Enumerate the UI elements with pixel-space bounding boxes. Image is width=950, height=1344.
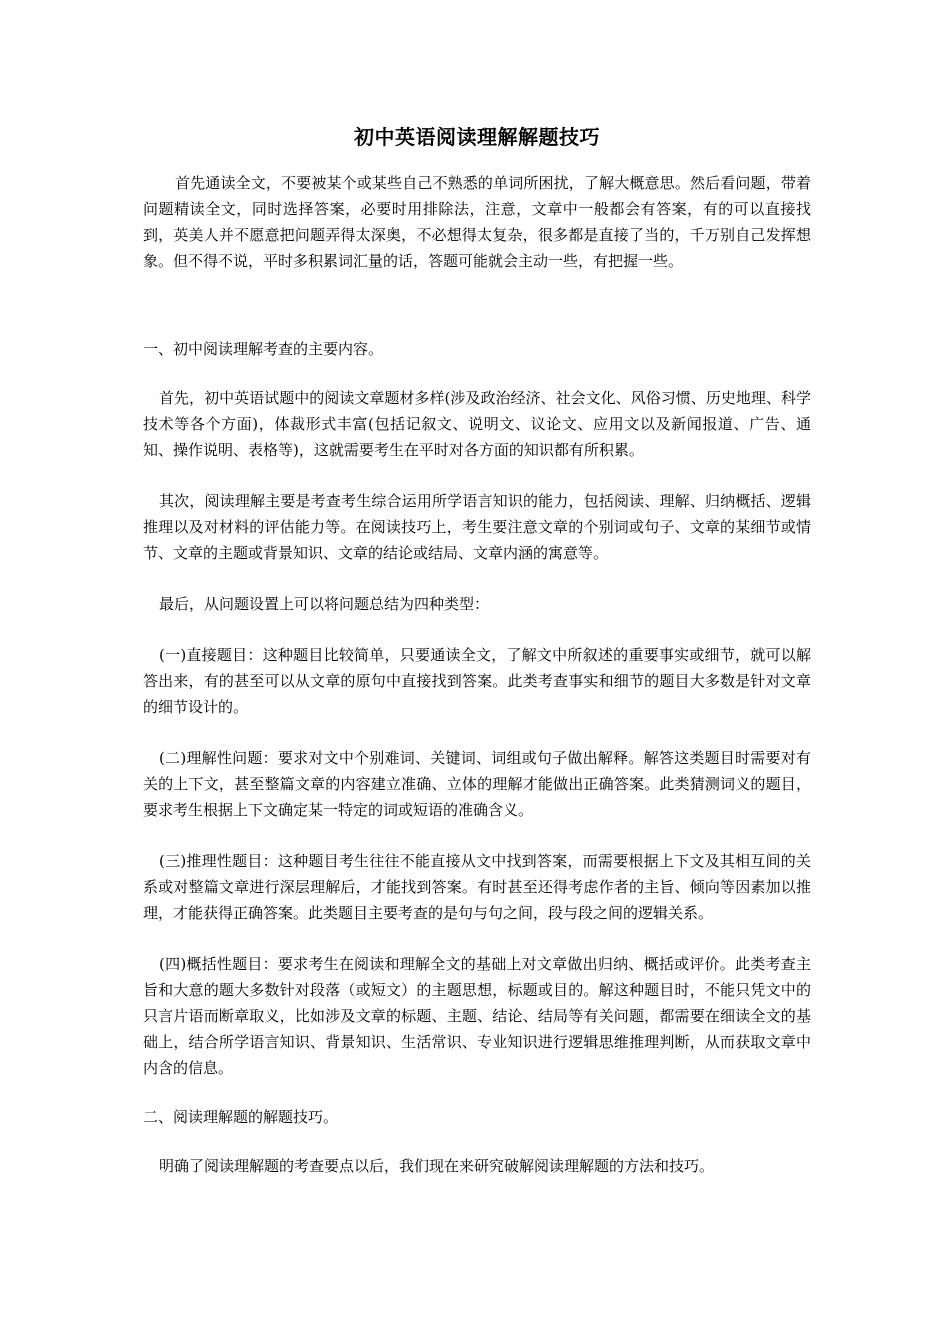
section-1-paragraph-1: 首先，初中英语试题中的阅读文章题材多样(涉及政治经济、社会文化、风俗习惯、历史地理、科学技术等各个方面)，体裁形式丰富(包括记叙文、说明文、议论文、应用文以及新闻报道、广告、通知、操作说明、表格等)，这就需要考生在平时对各方面的知识都有所积累。 <box>143 389 811 459</box>
document-body <box>143 120 811 1179</box>
question-type-summary: (四)概括性题目：要求考生在阅读和理解全文的基础上对文章做出归纳、概括或评价。此类考查主旨和大意的题大多数针对段落（或短文）的主题思想，标题或目的。解这种题目时，不能只凭文中的只言片语而断章取义，比如涉及文章的标题、主题、结论、结局等有关问题，都需要在细读全文的基础上，结合所学语言知识、背景知识、生活常识、专业知识进行逻辑思维推理判断，从而获取文章中内含的信息。 <box>143 955 811 1077</box>
section-2-paragraph-1: 明确了阅读理解题的考查要点以后，我们现在来研究破解阅读理解题的方法和技巧。 <box>159 1157 715 1175</box>
section-1-paragraph-3: 最后，从问题设置上可以将问题总结为四种类型： <box>159 595 490 613</box>
question-type-direct: (一)直接题目：这种题目比较简单，只要通读全文，了解文中所叙述的重要事实或细节，就可以解答出来，有的甚至可以从文章的原句中直接找到答案。此类考查事实和细节的题目大多数是针对文章的细节设计的。 <box>143 646 811 716</box>
section-1-paragraph-2: 其次，阅读理解主要是考查考生综合运用所学语言知识的能力，包括阅读、理解、归纳概括、逻辑推理以及对材料的评估能力等。在阅读技巧上，考生要注意文章的个别词或句子、文章的某细节或情节、文章的主题或背景知识、文章的结论或结局、文章内涵的寓意等。 <box>143 492 811 562</box>
section-1-heading: 一、初中阅读理解考查的主要内容。 <box>143 340 384 358</box>
intro-paragraph: 首先通读全文，不要被某个或某些自己不熟悉的单词所困扰，了解大概意思。然后看问题，带着问题精读全文，同时选择答案，必要时用排除法，注意，文章中一般都会有答案，有的可以直接找到，英美人并不愿意把问题弄得太深奥，不必想得太复杂，很多都是直接了当的，千万别自己发挥想象。但不得不说，平时多积累词汇量的话，答题可能就会主动一些，有把握一些。 <box>143 174 811 270</box>
section-2-heading: 二、阅读理解题的解题技巧。 <box>143 1108 339 1126</box>
document-title: 初中英语阅读理解解题技巧 <box>354 125 600 149</box>
question-type-comprehension: (二)理解性问题：要求对文中个别难词、关键词、词组或句子做出解释。解答这类题目时需要对有关的上下文，甚至整篇文章的内容建立准确、立体的理解才能做出正确答案。此类猜测词义的题目，要求考生根据上下文确定某一特定的词或短语的准确含义。 <box>143 749 811 819</box>
question-type-inference: (三)推理性题目：这种题目考生往往不能直接从文中找到答案，而需要根据上下文及其相互间的关系或对整篇文章进行深层理解后，才能找到答案。有时甚至还得考虑作者的主旨、倾向等因素加以推理，才能获得正确答案。此类题目主要考查的是句与句之间，段与段之间的逻辑关系。 <box>143 852 811 922</box>
